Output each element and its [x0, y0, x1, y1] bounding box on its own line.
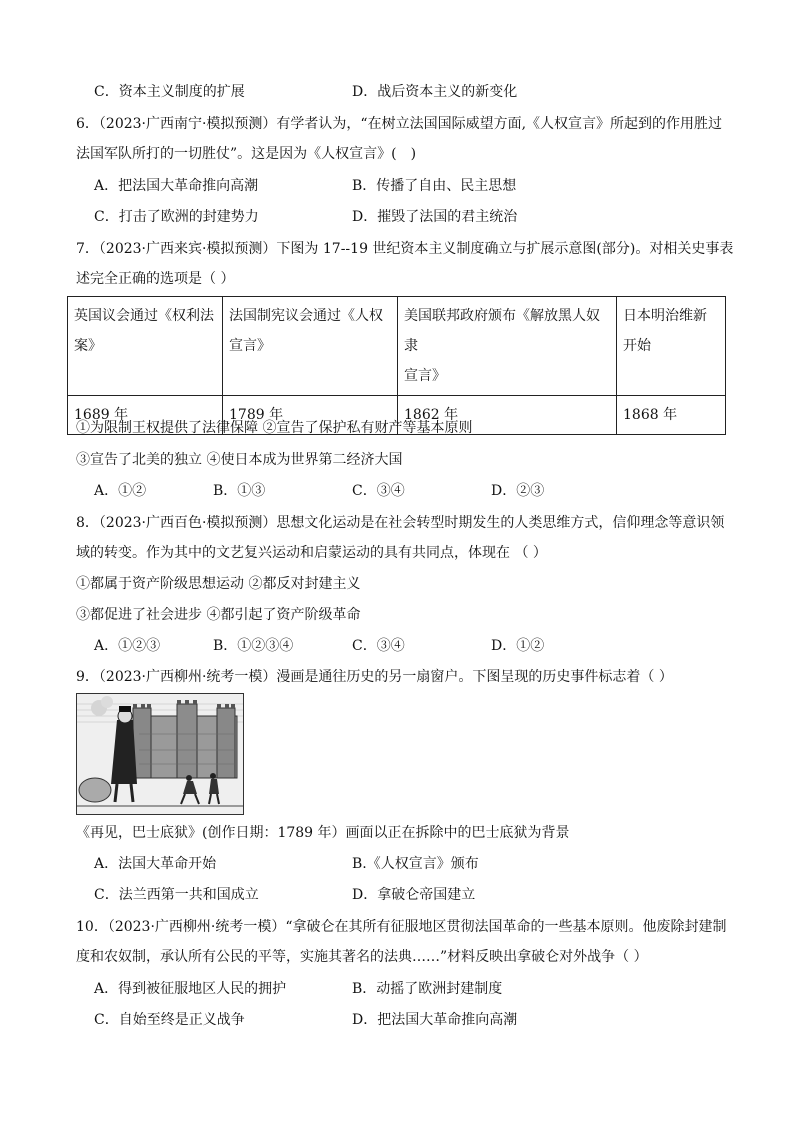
question-9-option-a[interactable]: A．法国大革命开始 — [94, 856, 217, 872]
question-9-option-c[interactable]: C．法兰西第一共和国成立 — [94, 887, 259, 903]
question-8-option-c[interactable]: C．③④ — [352, 638, 405, 654]
question-9-option-b[interactable]: B.《人权宣言》颁布 — [352, 856, 479, 872]
table-event-cell: 英国议会通过《权利法 案》 — [68, 297, 223, 396]
bastille-cartoon-image — [76, 693, 244, 815]
table-year-cell: 1862 年 — [398, 396, 617, 435]
table-year-cell: 1868 年 — [617, 396, 726, 435]
question-8-option-a[interactable]: A．①②③ — [94, 638, 161, 654]
question-10-stem-line1: 10．（2023·广西柳州·统考一模）“拿破仑在其所有征服地区贯彻法国革命的一些基本原则。他废除封建制 — [76, 919, 727, 935]
table-year-cell: 1789 年 — [223, 396, 398, 435]
question-6-stem-line1: 6．（2023·广西南宁·模拟预测）有学者认为，“在树立法国国际威望方面,《人权宣言》所起到的作用胜过 — [76, 116, 723, 132]
question-8-option-d[interactable]: D．①② — [491, 638, 545, 654]
question-8-stem-line1: 8．（2023·广西百色·模拟预测）思想文化运动是在社会转型时期发生的人类思维方式，信仰理念等意识领 — [76, 515, 725, 531]
question-9-option-d[interactable]: D．拿破仑帝国建立 — [352, 887, 476, 903]
question-7-option-d[interactable]: D．②③ — [491, 483, 545, 499]
question-8-option-b[interactable]: B．①②③④ — [213, 638, 294, 654]
table-event-cell: 法国制宪议会通过《人权 宣言》 — [223, 297, 398, 396]
question-10-option-c[interactable]: C．自始至终是正义战争 — [94, 1012, 245, 1028]
question-7-option-a[interactable]: A．①② — [94, 483, 147, 499]
question-8-statements-line2: ③都促进了社会进步 ④都引起了资产阶级革命 — [76, 607, 361, 623]
question-9-caption: 《再见，巴士底狱》(创作日期：1789 年）画面以正在拆除中的巴士底狱为背景 — [76, 825, 570, 841]
question-6-option-d[interactable]: D．摧毁了法国的君主统治 — [352, 209, 518, 225]
option-c-prev[interactable]: C．资本主义制度的扩展 — [94, 84, 245, 100]
question-8-stem-line2: 域的转变。作为其中的文艺复兴运动和启蒙运动的具有共同点，体现在 （ ） — [76, 545, 547, 561]
question-10-option-d[interactable]: D．把法国大革命推向高潮 — [352, 1012, 518, 1028]
cartoon-illustration — [77, 694, 243, 814]
question-7-option-c[interactable]: C．③④ — [352, 483, 405, 499]
question-6-option-a[interactable]: A．把法国大革命推向高潮 — [94, 178, 259, 194]
question-10-option-a[interactable]: A．得到被征服地区人民的拥护 — [94, 981, 287, 997]
question-8-statements-line1: ①都属于资产阶级思想运动 ②都反对封建主义 — [76, 576, 361, 592]
question-10-option-b[interactable]: B．动摇了欧洲封建制度 — [352, 981, 503, 997]
question-7-stem-line1: 7．（2023·广西来宾·模拟预测）下图为 17--19 世纪资本主义制度确立与扩展示意图(部分)。对相关史事表 — [76, 241, 734, 257]
question-9-stem: 9．（2023·广西柳州·统考一模）漫画是通往历史的另一扇窗户。下图呈现的历史事件标志着（ ） — [76, 669, 673, 685]
question-7-stem-line2: 述完全正确的选项是（ ） — [76, 271, 235, 287]
table-event-cell: 美国联邦政府颁布《解放黑人奴隶 宣言》 — [398, 297, 617, 396]
question-7-table — [67, 296, 726, 435]
question-6-stem-line2: 法国军队所打的一切胜仗”。这是因为《人权宣言》( ) — [76, 146, 417, 162]
question-7-statements-line2: ③宣告了北美的独立 ④使日本成为世界第二经济大国 — [76, 452, 403, 468]
question-10-stem-line2: 度和农奴制，承认所有公民的平等，实施其著名的法典……”材料反映出拿破仑对外战争（ ） — [76, 949, 648, 965]
table-year-cell: 1689 年 — [68, 396, 223, 435]
table-event-cell: 日本明治维新 开始 — [617, 297, 726, 396]
question-6-option-c[interactable]: C．打击了欧洲的封建势力 — [94, 209, 259, 225]
question-7-option-b[interactable]: B．①③ — [213, 483, 266, 499]
question-7-statements-line1: ①为限制王权提供了法律保障 ②宣告了保护私有财产等基本原则 — [76, 420, 473, 436]
question-6-option-b[interactable]: B．传播了自由、民主思想 — [352, 178, 517, 194]
option-d-prev[interactable]: D．战后资本主义的新变化 — [352, 84, 518, 100]
